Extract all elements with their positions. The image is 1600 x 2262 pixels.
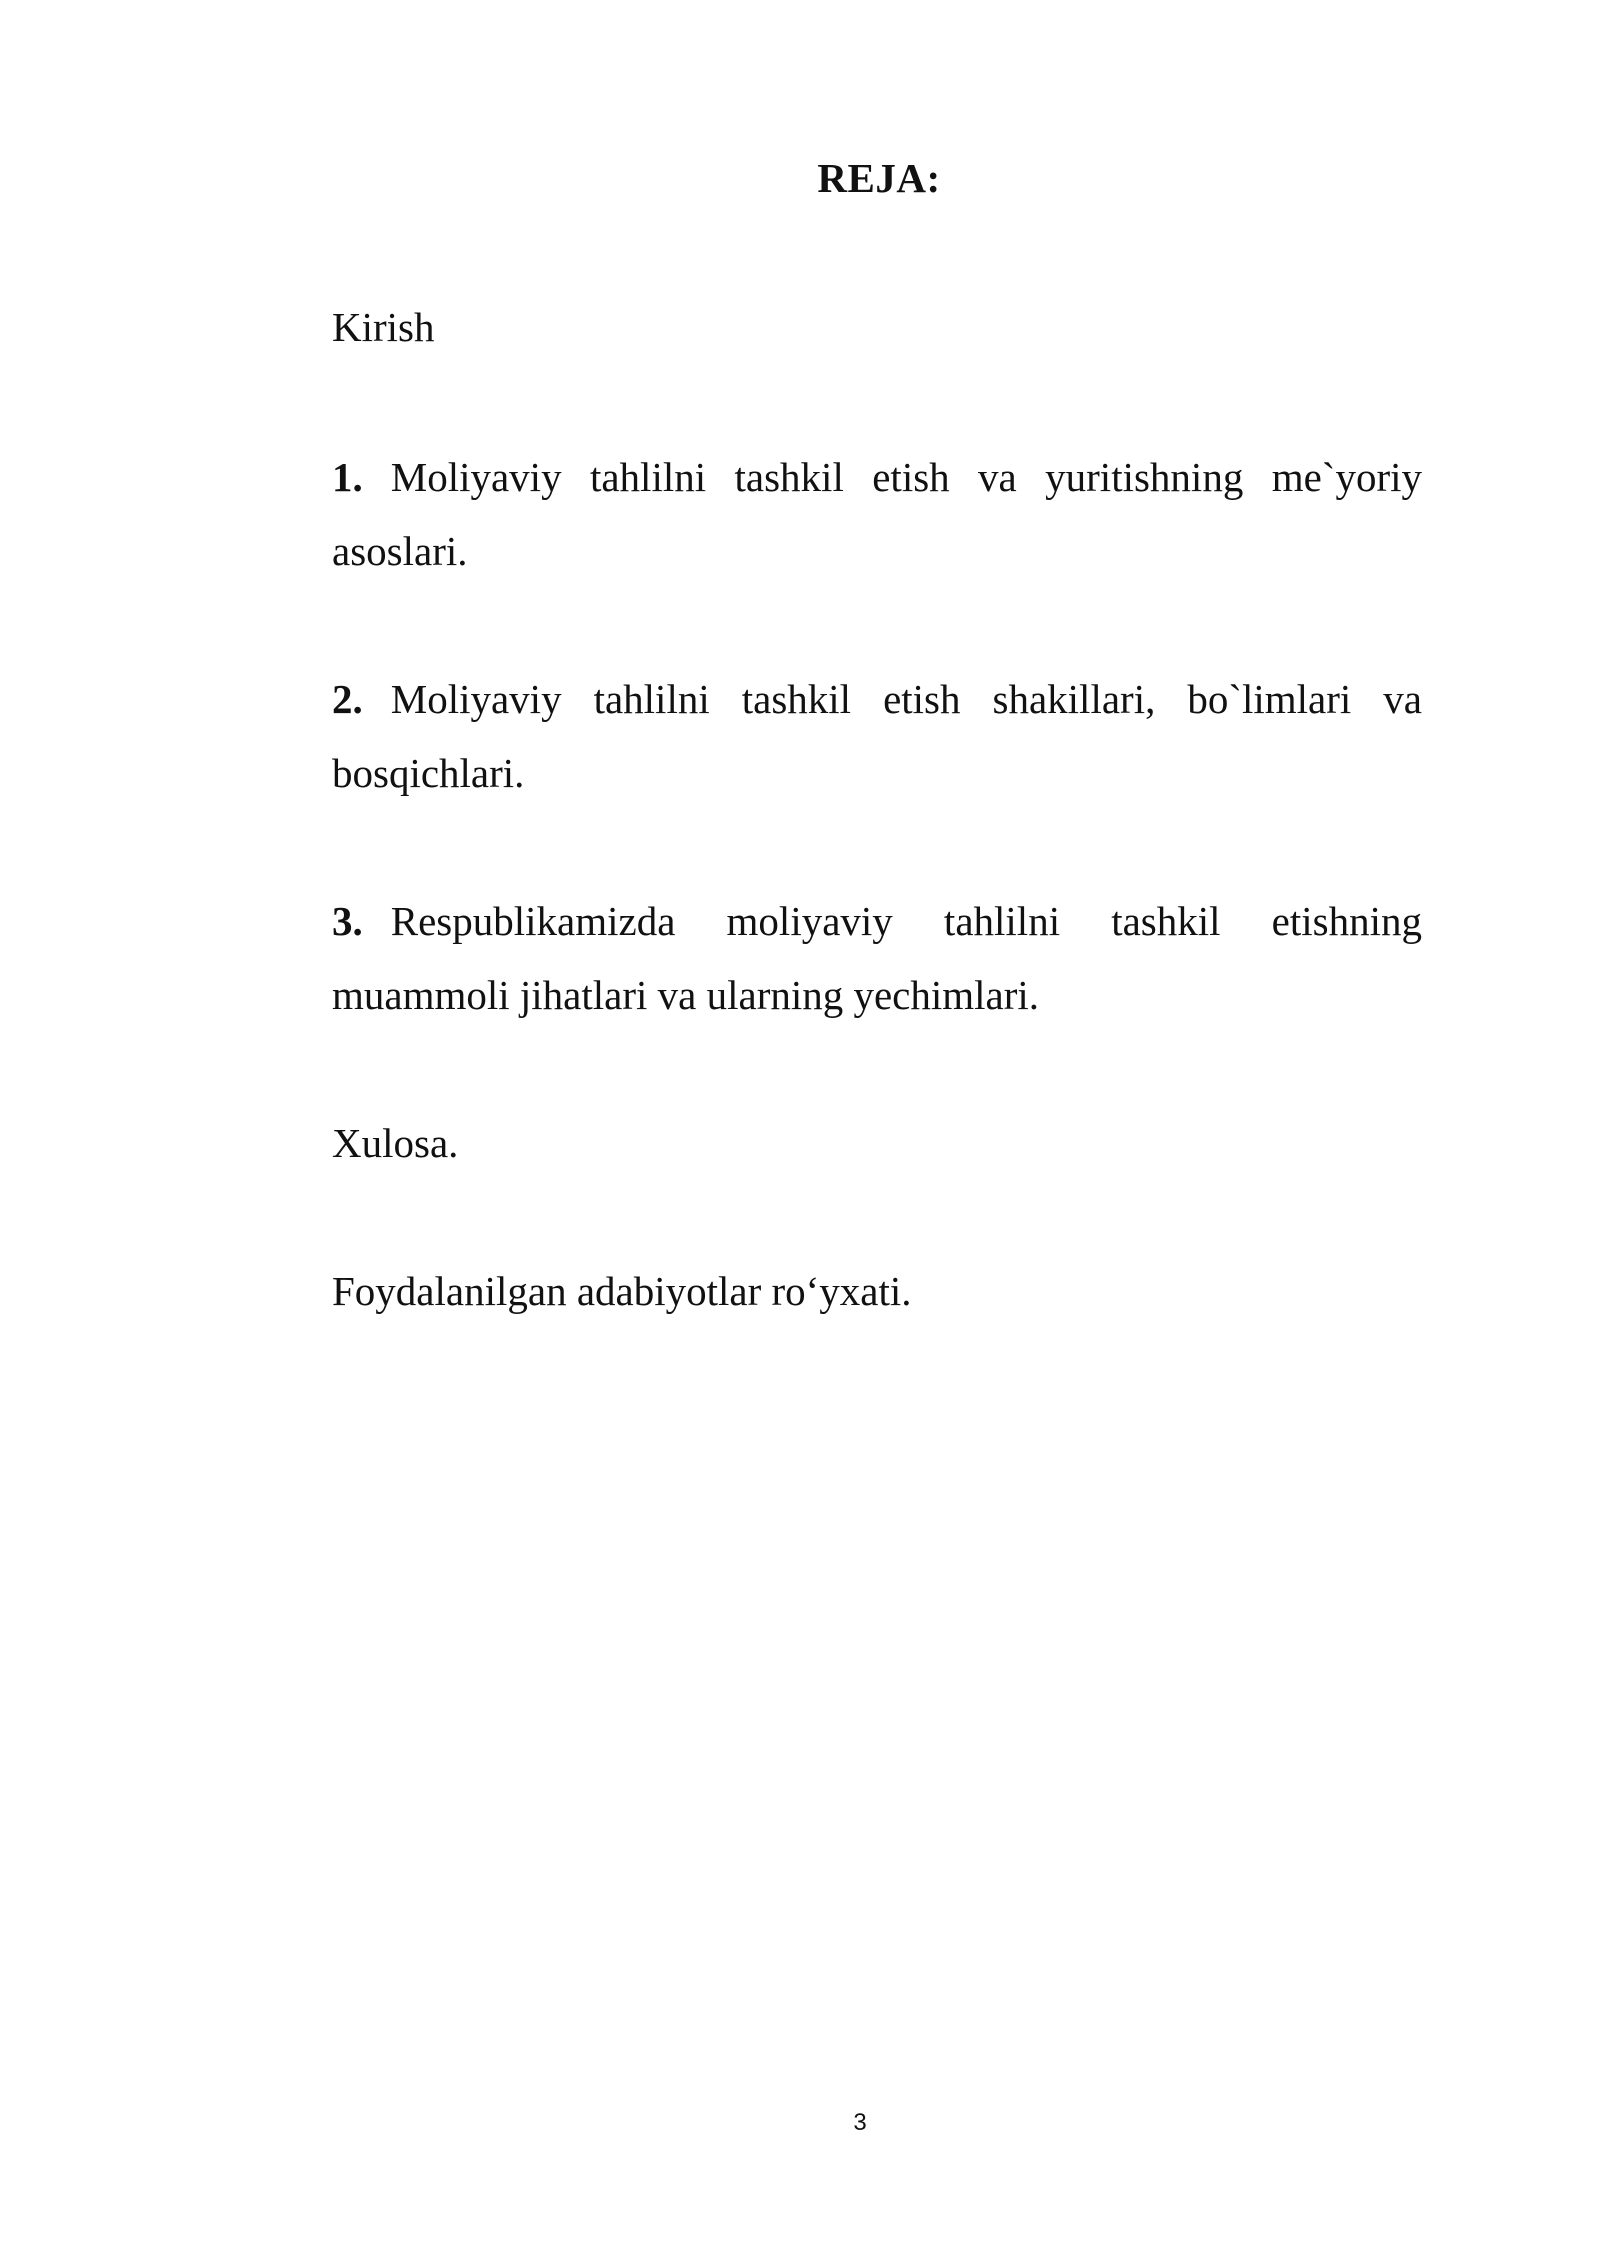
plan-item-2: [332, 662, 1422, 810]
plan-title: REJA:: [817, 155, 941, 201]
plan-item-1: [332, 440, 1422, 588]
page-number: 3: [853, 2109, 867, 2136]
references-entry: Foydalanilgan adabiyotlar ro‘yxati.: [332, 1268, 912, 1314]
intro-entry: Kirish: [332, 304, 435, 350]
plan-item-text: Moliyaviy tahlilni tashkil etish shakillari, bo`limlari va bosqichlari.: [332, 676, 1422, 796]
plan-item-3: [332, 884, 1422, 1032]
plan-item-text: Respublikamizda moliyaviy tahlilni tashkil etishning muammoli jihatlari va ularning yechimlari.: [332, 898, 1422, 1018]
plan-item-number: 2.: [332, 676, 363, 722]
conclusion-entry: Xulosa.: [332, 1120, 459, 1166]
plan-item-number: 3.: [332, 898, 363, 944]
plan-item-number: 1.: [332, 454, 363, 500]
plan-item-text: Moliyaviy tahlilni tashkil etish va yuritishning me`yoriy asoslari.: [332, 454, 1422, 574]
